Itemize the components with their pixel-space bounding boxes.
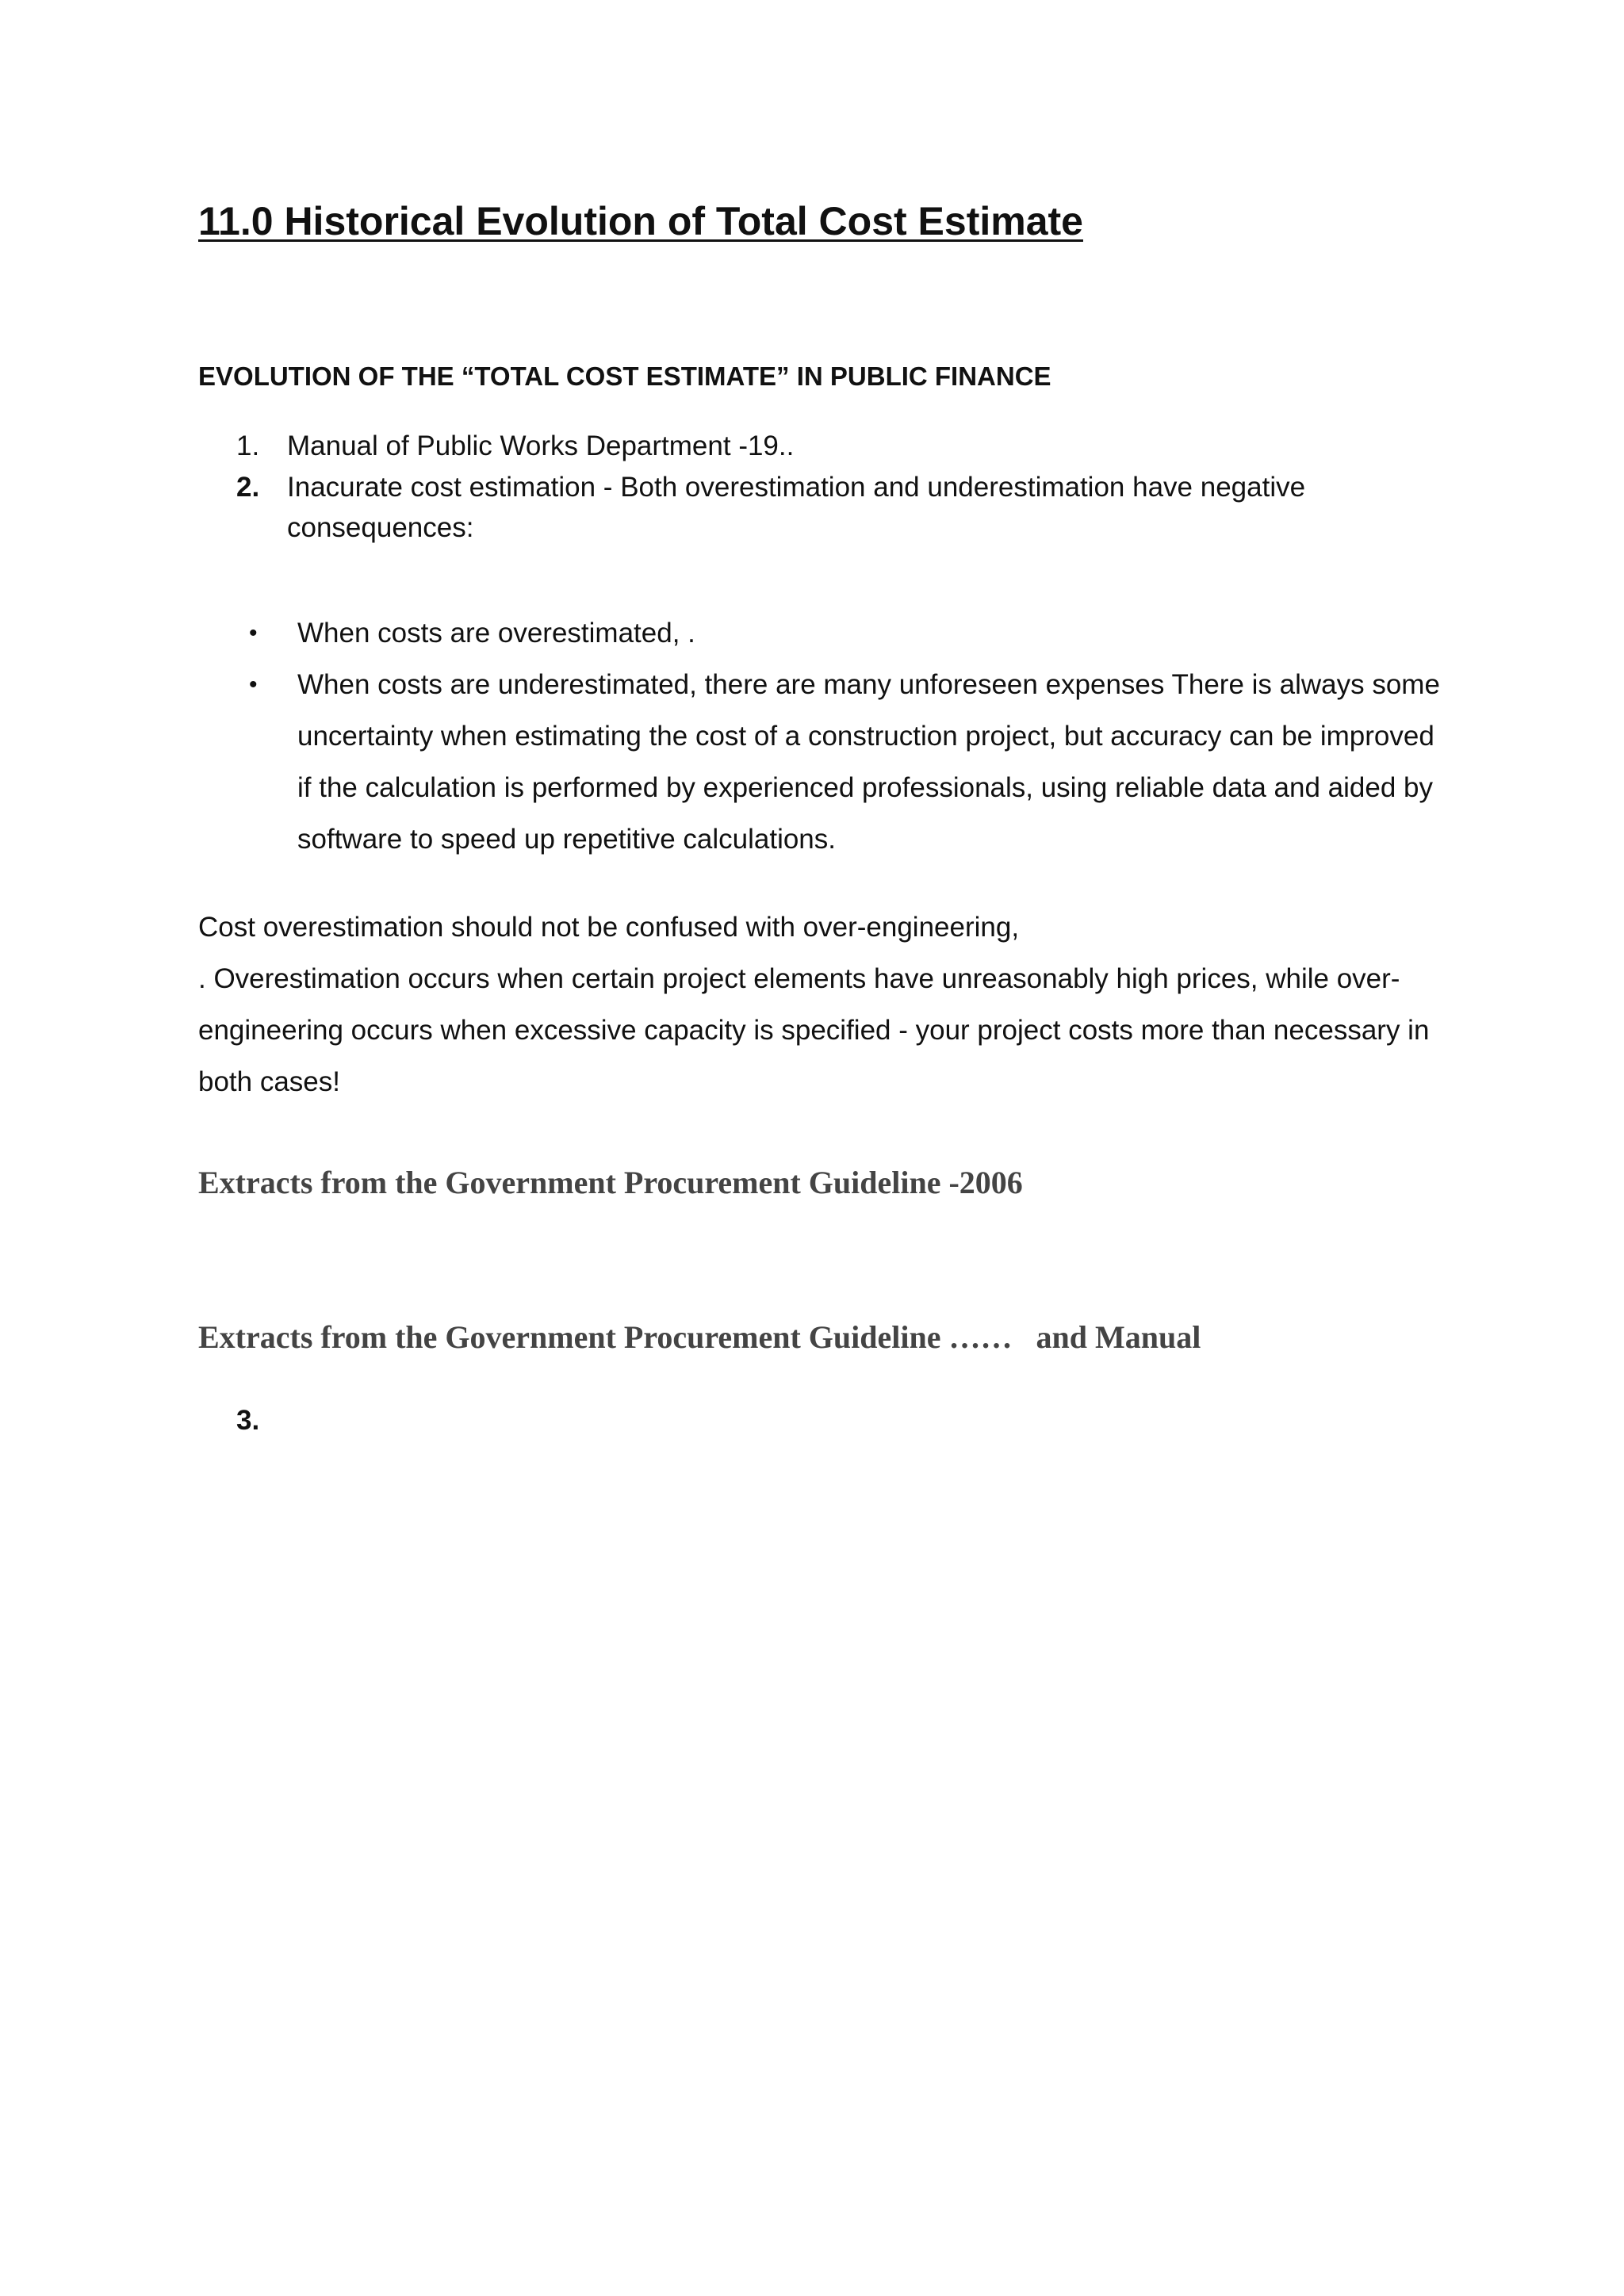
paragraph-over-engineering-intro: Cost overestimation should not be confused with over-engineering, <box>198 912 1020 943</box>
bullet-item-2 <box>198 659 1443 865</box>
section-subtitle: EVOLUTION OF THE “TOTAL COST ESTIMATE” IN PUBLIC FINANCE <box>198 362 1051 391</box>
bullet-icon: • <box>249 620 258 646</box>
bullet-text: When costs are underestimated, there are many unforeseen expenses There is always some uncertainty when estimating the cost of a construction project, but accuracy can be improved if the calculation is performed by experienced professionals, using reliable data and aided by software to speed up repetitive calculations. <box>297 669 1440 855</box>
paragraph-over-engineering-detail: . Overestimation occurs when certain project elements have unreasonably high prices, while over-engineering occurs when excessive capacity is specified - your project costs more than necessary in both cases! <box>198 963 1430 1097</box>
numbered-item-text: Inacurate cost estimation - Both overestimation and underestimation have negative consequences: <box>287 472 1306 543</box>
numbered-item-3-marker: 3. <box>236 1405 260 1436</box>
numbered-item-text: Manual of Public Works Department -19.. <box>287 430 795 461</box>
bullet-text: When costs are overestimated, . <box>297 618 695 649</box>
extract-heading-2006: Extracts from the Government Procurement Guideline -2006 <box>198 1165 1023 1200</box>
numbered-item-1 <box>198 426 1435 466</box>
numbered-item-marker: 2. <box>236 472 260 503</box>
extract-heading-manual: Extracts from the Government Procurement Guideline …… and Manual <box>198 1319 1201 1355</box>
numbered-item-marker: 1. <box>236 430 260 461</box>
bullet-icon: • <box>249 672 258 698</box>
numbered-item-2 <box>198 467 1435 548</box>
bullet-item-1 <box>198 607 1443 659</box>
page-title: 11.0 Historical Evolution of Total Cost Estimate <box>198 199 1083 243</box>
